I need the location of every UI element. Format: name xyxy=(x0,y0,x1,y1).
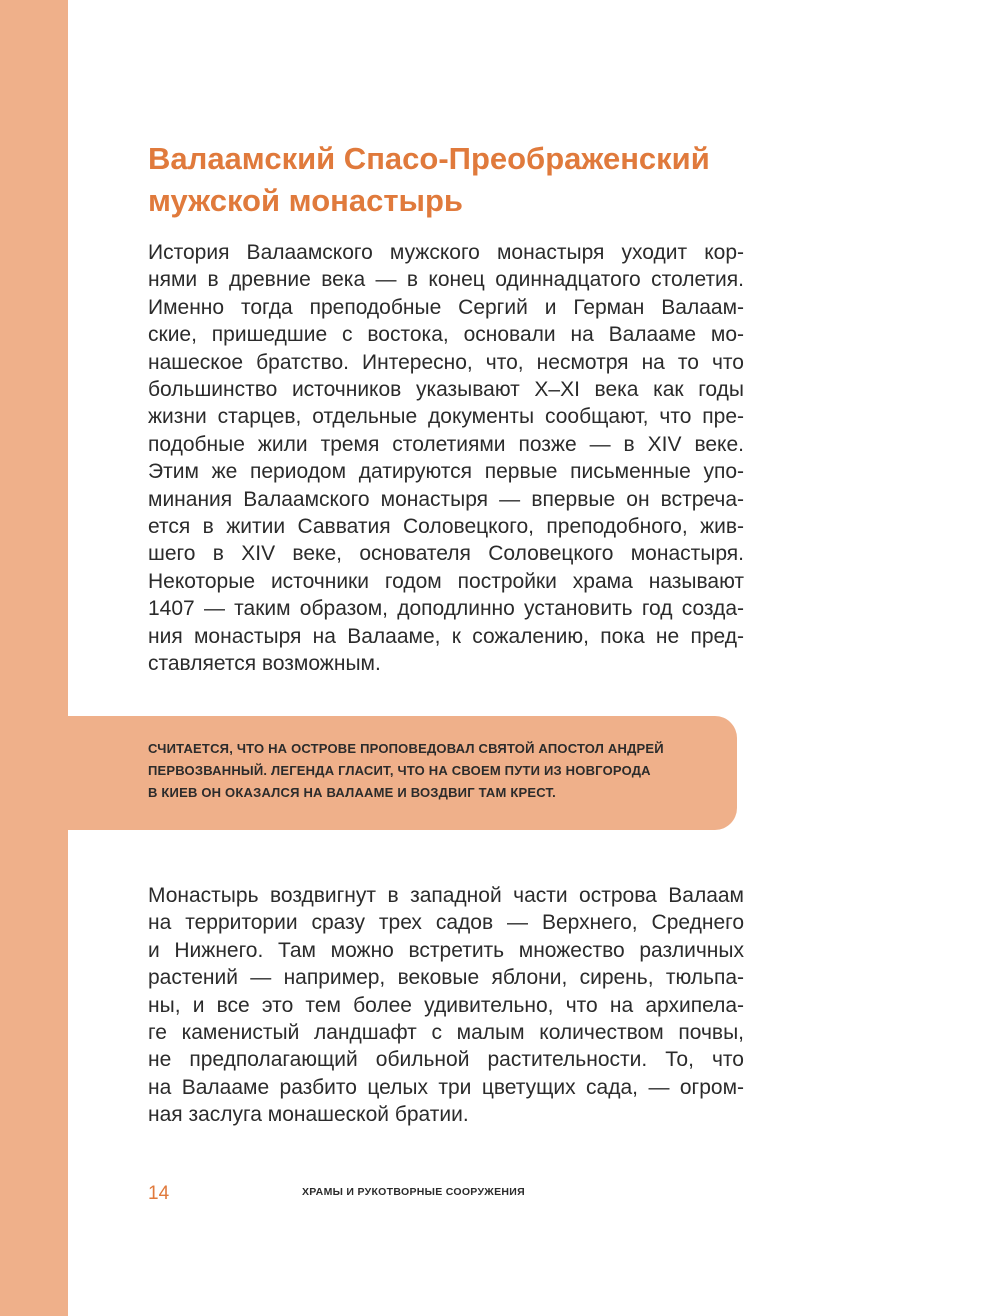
intro-paragraph xyxy=(148,239,744,678)
page-title-line: мужской монастырь xyxy=(148,183,463,218)
paragraph-line: ная заслуга монашеской братии. xyxy=(148,1103,469,1127)
paragraph-line: История Валаамского мужского монастыря уходит кор- xyxy=(148,241,744,264)
callout-line: ПЕРВОЗВАННЫЙ. ЛЕГЕНДА ГЛАСИТ, ЧТО НА СВОЕМ ПУТИ ИЗ НОВГОРОДА xyxy=(148,763,651,778)
paragraph-line: нашеское братство. Интересно, что, несмотря на то что xyxy=(148,350,744,374)
paragraph-line: ставляется возможным. xyxy=(148,652,381,676)
paragraph-line: Этим же периодом датируются первые письменные упо- xyxy=(148,460,744,484)
paragraph-line: ские, пришедшие с востока, основали на Валааме мо- xyxy=(148,323,744,347)
left-decorative-stripe xyxy=(0,0,68,1316)
paragraph-line: ется в житии Савватия Соловецкого, преподобного, жив- xyxy=(148,515,744,539)
paragraph-line: ны, и все это тем более удивительно, что на архипела- xyxy=(148,993,744,1017)
paragraph-line: и Нижнего. Там можно встретить множество различных xyxy=(148,938,744,962)
paragraph-line: подобные жили тремя столетиями позже — в XIV веке. xyxy=(148,432,744,456)
running-head: ХРАМЫ И РУКОТВОРНЫЕ СООРУЖЕНИЯ xyxy=(302,1186,525,1198)
paragraph-line: шего в XIV веке, основателя Соловецкого монастыря. xyxy=(148,542,744,566)
callout-text xyxy=(148,738,708,804)
paragraph-line: нями в древние века — в конец одиннадцатого столетия. xyxy=(148,268,744,292)
paragraph-line: Монастырь воздвигнут в западной части острова Валаам xyxy=(148,884,744,907)
paragraph-line: ге каменистый ландшафт с малым количеством почвы, xyxy=(148,1021,744,1045)
paragraph-line: 1407 — таким образом, доподлинно установить год созда- xyxy=(148,597,744,621)
paragraph-line: Некоторые источники годом постройки храма называют xyxy=(148,569,744,593)
gardens-paragraph xyxy=(148,882,744,1129)
paragraph-line: Именно тогда преподобные Сергий и Герман Валаам- xyxy=(148,295,744,319)
paragraph-line: ния монастыря на Валааме, к сожалению, пока не пред- xyxy=(148,624,744,648)
paragraph-line: на территории сразу трех садов — Верхнего, Среднего xyxy=(148,911,744,935)
page-title xyxy=(148,138,788,222)
paragraph-line: на Валааме разбито целых три цветущих сада, — огром- xyxy=(148,1075,744,1099)
paragraph-line: не предполагающий обильной растительности. То, что xyxy=(148,1048,744,1072)
callout-line: В КИЕВ ОН ОКАЗАЛСЯ НА ВАЛААМЕ И ВОЗДВИГ ТАМ КРЕСТ. xyxy=(148,785,556,800)
page-number: 14 xyxy=(148,1183,170,1204)
paragraph-line: большинство источников указывают X–XI века как годы xyxy=(148,378,744,402)
callout-line: СЧИТАЕТСЯ, ЧТО НА ОСТРОВЕ ПРОПОВЕДОВАЛ СВЯТОЙ АПОСТОЛ АНДРЕЙ xyxy=(148,741,664,756)
paragraph-line: растений — например, вековые яблони, сирень, тюльпа- xyxy=(148,966,744,990)
paragraph-line: жизни старцев, отдельные документы сообщают, что пре- xyxy=(148,405,744,429)
page-title-line: Валаамский Спасо-Преображенский xyxy=(148,141,710,176)
paragraph-line: минания Валаамского монастыря — впервые он встреча- xyxy=(148,487,744,511)
